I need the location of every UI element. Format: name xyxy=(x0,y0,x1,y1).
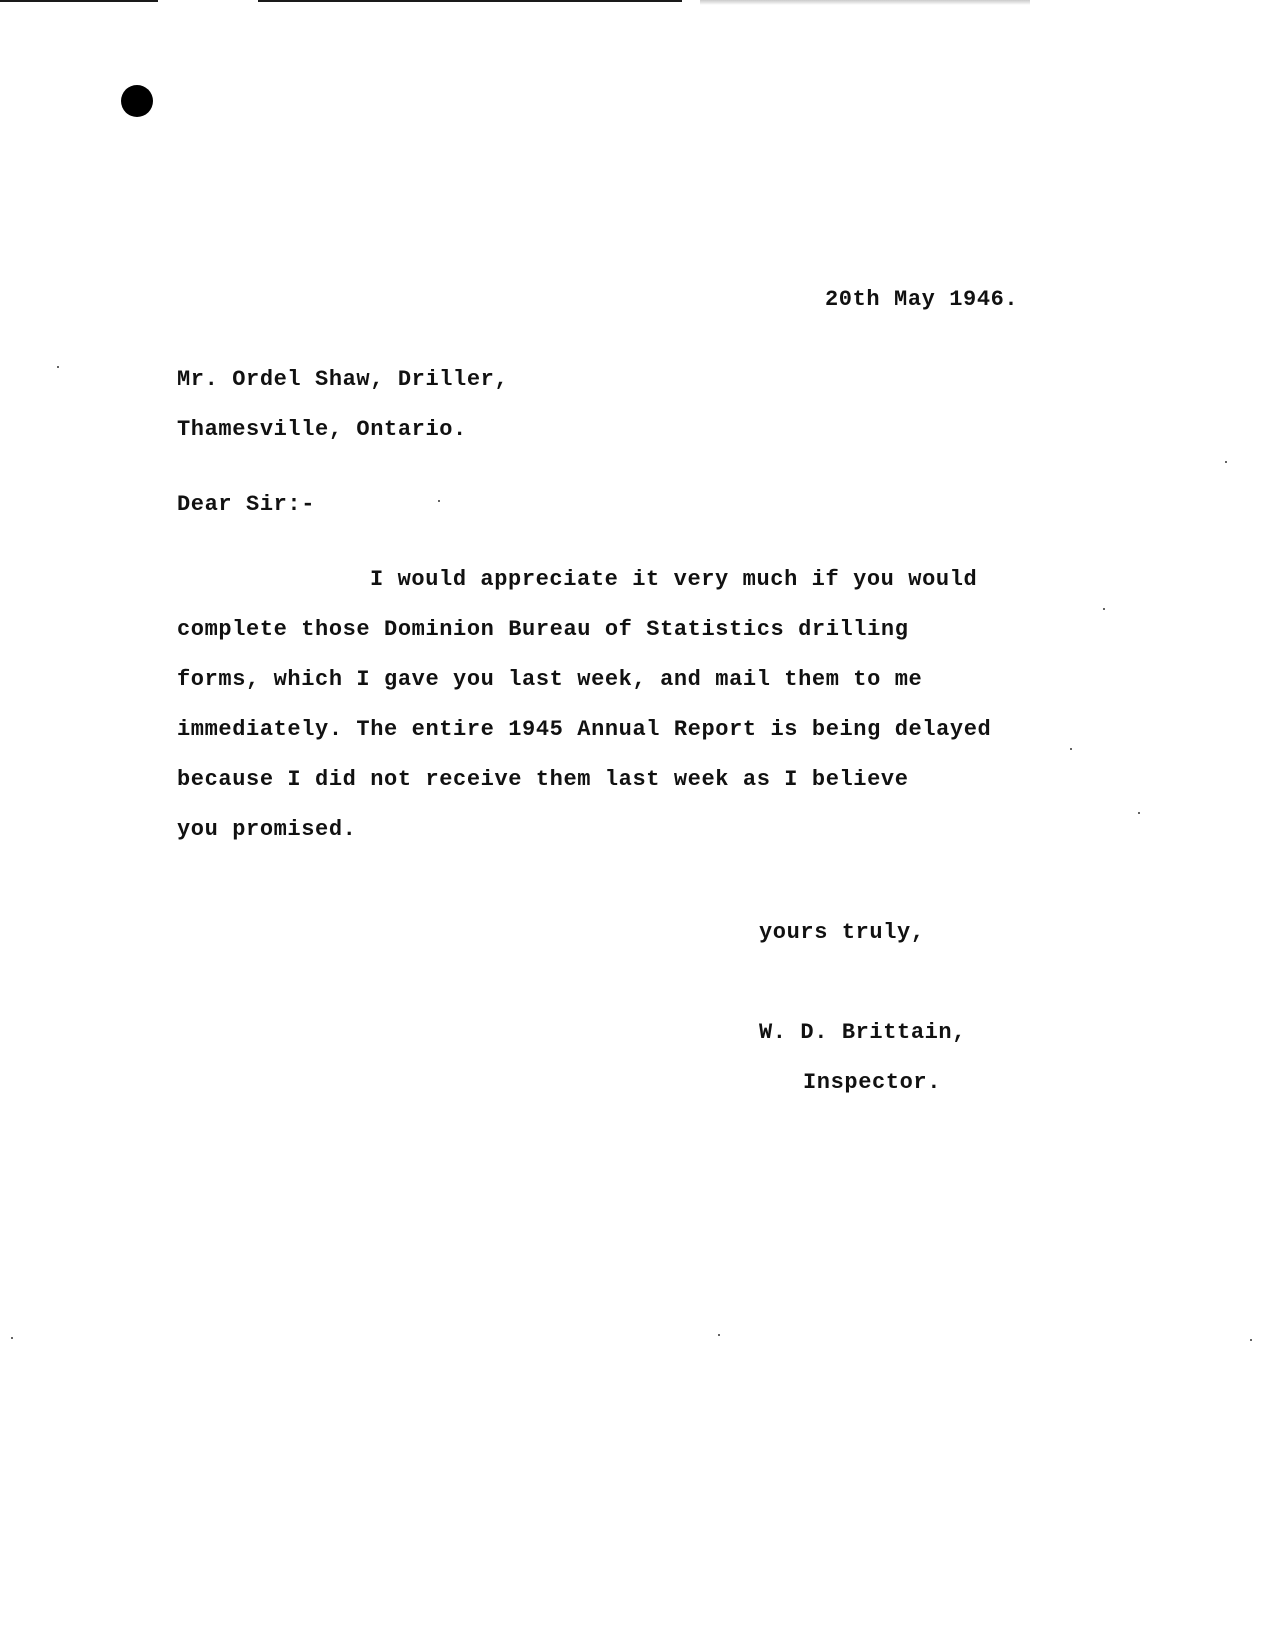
scan-speck xyxy=(57,366,59,368)
scan-speck xyxy=(1225,461,1227,463)
salutation: Dear Sir:- xyxy=(177,492,316,517)
closing: yours truly, xyxy=(759,920,925,945)
body-line: because I did not receive them last week as I believe xyxy=(177,767,909,792)
scan-speck xyxy=(718,1334,720,1336)
body-line: forms, which I gave you last week, and mail them to me xyxy=(177,667,923,692)
scan-speck xyxy=(1250,1339,1252,1341)
scan-smudge xyxy=(700,0,1030,5)
body-line: immediately. The entire 1945 Annual Report is being delayed xyxy=(177,717,992,742)
scan-speck xyxy=(1103,608,1105,610)
recipient-location-line: Thamesville, Ontario. xyxy=(177,417,467,442)
punch-hole xyxy=(121,85,153,117)
top-edge-line xyxy=(258,0,682,2)
scan-speck xyxy=(1070,748,1072,750)
scan-speck xyxy=(11,1337,13,1339)
body-line: you promised. xyxy=(177,817,357,842)
signature-title: Inspector. xyxy=(803,1070,942,1095)
top-edge-line xyxy=(0,0,158,2)
scan-speck xyxy=(438,500,440,502)
body-line: I would appreciate it very much if you would xyxy=(370,567,978,592)
scan-speck xyxy=(1138,812,1140,814)
recipient-name-line: Mr. Ordel Shaw, Driller, xyxy=(177,367,509,392)
signature-name: W. D. Brittain, xyxy=(759,1020,967,1045)
letter-date: 20th May 1946. xyxy=(825,287,1019,312)
body-line: complete those Dominion Bureau of Statistics drilling xyxy=(177,617,909,642)
